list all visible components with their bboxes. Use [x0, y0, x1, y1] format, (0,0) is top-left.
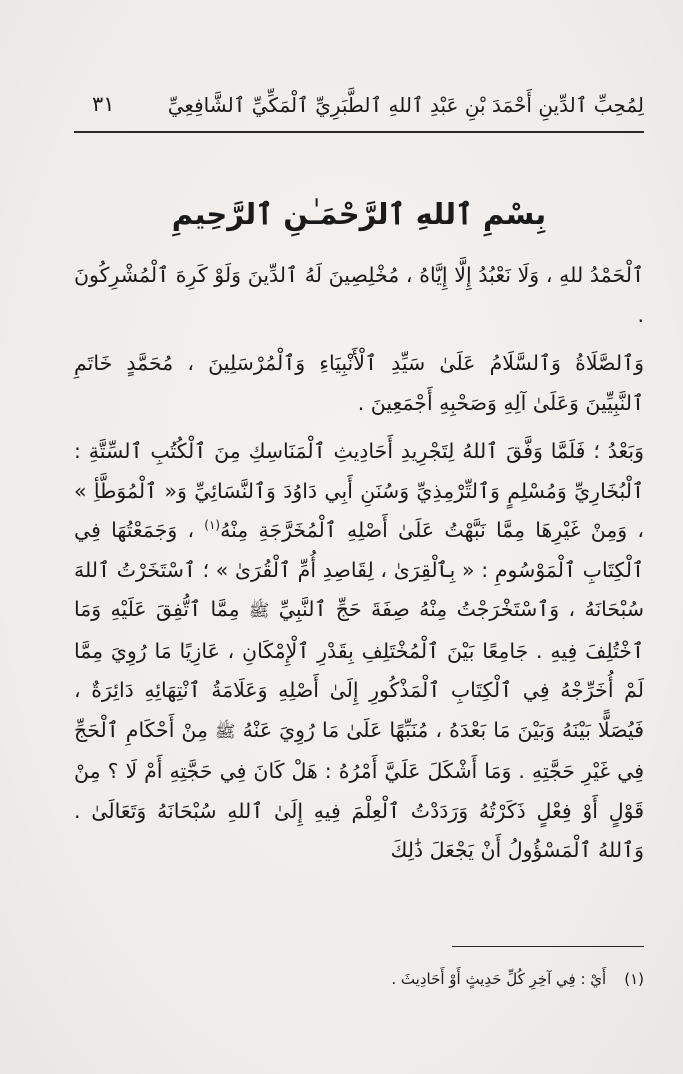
main-text	[74, 256, 644, 871]
paragraph-segment: ، وَجَمَعْتُهَا فِي ٱلْكِتَابِ ٱلْمَوْسُومِ : « بِٱلْقِرَىٰ ، لِقَاصِدِ أُمِّ ٱلْقُرَىٰ » ؛ ٱسْتَخَرْتُ ٱللهَ سُبْحَانَهُ ، وَٱسْتَخْرَجْتُ مِنْهُ صِفَةَ حَجِّ ٱلنَّبِيِّ	[74, 518, 644, 621]
footnote-marker: (١)	[624, 970, 644, 988]
basmala-heading: بِسْمِ ٱللهِ ٱلرَّحْمَـٰنِ ٱلرَّحِيمِ	[171, 197, 547, 231]
footnote-text: أَيْ : فِي آخِرِ كُلِّ حَدِيثٍ أَوْ أَحَادِيثَ .	[391, 970, 607, 988]
paragraph-segment: مِنْ أَحْكَامِ ٱلْحَجِّ فِي غَيْرِ حَجَّتِهِ . وَمَا أَشْكَلَ عَلَيَّ أَمْرُهُ : هَلْ كَانَ فِي حَجَّتِهِ أَمْ لَا ؟ مِنْ قَوْلٍ أَوْ فِعْلٍ ذَكَرْتُهُ وَرَدَدْتُ ٱلْعِلْمَ فِيهِ إِلَىٰ ٱللهِ سُبْحَانَهُ وَتَعَالَىٰ . وَٱللهُ ٱلْمَسْؤُولُ أَنْ يَجْعَلَ ذَٰلِكَ	[74, 717, 644, 862]
footnote-reference[interactable]: (١)	[204, 518, 221, 533]
footnote	[74, 968, 644, 990]
page-number: ٣١	[92, 92, 115, 116]
footnote-divider	[452, 946, 644, 947]
paragraph-segment: مِمَّا ٱتُّفِقَ عَلَيْهِ وَمَا ٱخْتُلِفَ فِيهِ . جَامِعًا بَيْنَ ٱلْمُخْتَلِفِ بِقَدْرِ ٱلْإِمْكَانِ ، عَازِيًا مَا رُوِيَ مِمَّا لَمْ أُخَرِّجْهُ فِي ٱلْكِتَابِ ٱلْمَذْكُورِ إِلَىٰ أَصْلِهِ وَعَلَامَةُ ٱنْتِهَائِهِ دَائِرَةٌ ، فَيُصَلًّا بَيْنَهُ وَبَيْنَ مَا بَعْدَهُ ، مُنَبِّهًا عَلَىٰ مَا رُوِيَ عَنْهُ	[74, 597, 644, 742]
header-title: لِمُحِبِّ ٱلدِّينِ أَحْمَدَ بْنِ عَبْدِ ٱللهِ ٱلطَّبَرِيِّ ٱلْمَكِّيِّ ٱلشَّافِعِيِّ	[167, 93, 644, 117]
paragraph-wa-bad	[74, 432, 644, 871]
running-header	[74, 88, 644, 124]
paragraph-hamd: ٱلْحَمْدُ للهِ ، وَلَا نَعْبُدُ إِلَّا إِيَّاهُ ، مُخْلِصِينَ لَهُ ٱلدِّينَ وَلَوْ كَرِهَ ٱلْمُشْرِكُونَ .	[74, 263, 644, 327]
paragraph-segment: وَبَعْدُ ؛ فَلَمَّا وَفَّقَ ٱللهُ لِتَجْرِيدِ أَحَادِيثِ ٱلْمَنَاسِكِ مِنَ ٱلْكُتُبِ ٱلسِّتَّةِ : ٱلْبُخَارِيِّ وَمُسْلِمٍ وَٱلتِّرْمِذِيِّ وَسُنَنِ أَبِي دَاوُدَ وَٱلنَّسَائِيِّ وَ« ٱلْمُوَطَّأِ » ، وَمِنْ غَيْرِهَا مِمَّا نَبَّهْتُ عَلَىٰ أَصْلِهِ ٱلْمُخَرَّجَةِ مِنْهُ	[74, 439, 645, 542]
salutation-ligature: ﷺ	[215, 721, 236, 742]
paragraph-salat: وَٱلصَّلَاةُ وَٱلسَّلَامُ عَلَىٰ سَيِّدِ ٱلْأَنْبِيَاءِ وَٱلْمُرْسَلِينَ ، مُحَمَّدٍ خَاتَمِ ٱلنَّبِيِّينَ وَعَلَىٰ آلِهِ وَصَحْبِهِ أَجْمَعِينَ .	[74, 351, 644, 415]
header-divider	[74, 131, 644, 133]
salutation-ligature: ﷺ	[248, 601, 270, 621]
